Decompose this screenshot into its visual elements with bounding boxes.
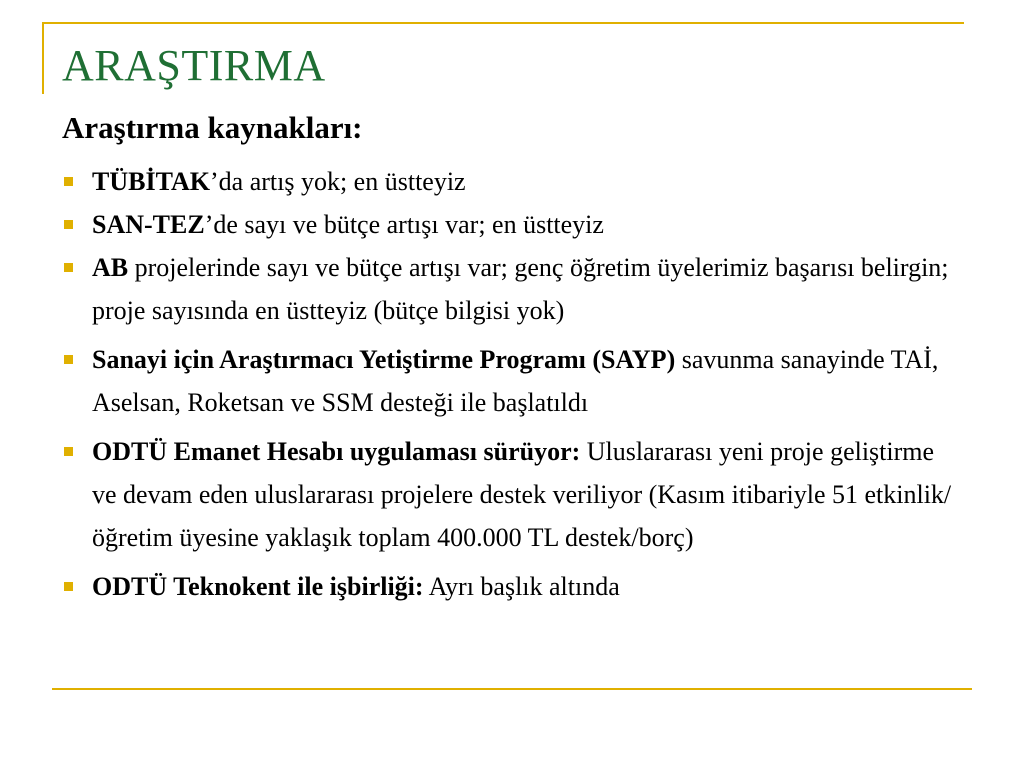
- bullet-text: ’da artış yok; en üstteyiz: [210, 167, 466, 196]
- square-bullet-icon: [64, 447, 73, 456]
- slide-subtitle: Araştırma kaynakları:: [62, 110, 363, 145]
- frame-left-line: [42, 22, 44, 94]
- frame-top-line: [42, 22, 964, 24]
- bullet-item-emanet-hesabi: [62, 430, 962, 559]
- square-bullet-icon: [64, 263, 73, 272]
- bullet-item-tubitak: [62, 160, 962, 203]
- slide-title: ARAŞTIRMA: [62, 41, 326, 90]
- bullet-bold-text: AB: [92, 253, 129, 282]
- bullet-bold-text: ODTÜ Teknokent ile işbirliği:: [92, 572, 424, 601]
- bullet-bold-text: ODTÜ Emanet Hesabı uygulaması sürüyor:: [92, 437, 581, 466]
- square-bullet-icon: [64, 582, 73, 591]
- bullet-text: Uluslararası yeni proje geliştirme ve devam eden uluslararası projelere destek veriliyor (Kasım itibariyle 51 etkinlik/öğretim üyesine yaklaşık toplam 400.000 TL destek/borç): [92, 437, 952, 552]
- bullet-bold-text: TÜBİTAK: [92, 167, 210, 196]
- bullet-item-ab: [62, 246, 962, 332]
- bullet-text: Ayrı başlık altında: [423, 572, 620, 601]
- bullet-item-sayp: [62, 338, 962, 424]
- bullet-item-teknokent: [62, 565, 962, 608]
- bullet-list: [62, 160, 962, 608]
- bullet-item-san-tez: [62, 203, 962, 246]
- frame-bottom-line: [52, 688, 972, 690]
- bullet-text: projelerinde sayı ve bütçe artışı var; genç öğretim üyelerimiz başarısı belirgin; proje sayısında en üstteyiz (bütçe bilgisi yok): [92, 253, 949, 325]
- square-bullet-icon: [64, 355, 73, 364]
- bullet-bold-text: Sanayi için Araştırmacı Yetiştirme Programı (SAYP): [92, 345, 676, 374]
- bullet-text: savunma sanayinde TAİ, Aselsan, Roketsan ve SSM desteği ile başlatıldı: [92, 345, 939, 417]
- bullet-text: ’de sayı ve bütçe artışı var; en üstteyiz: [204, 210, 604, 239]
- bullet-bold-text: SAN-TEZ: [92, 210, 205, 239]
- square-bullet-icon: [64, 220, 73, 229]
- square-bullet-icon: [64, 177, 73, 186]
